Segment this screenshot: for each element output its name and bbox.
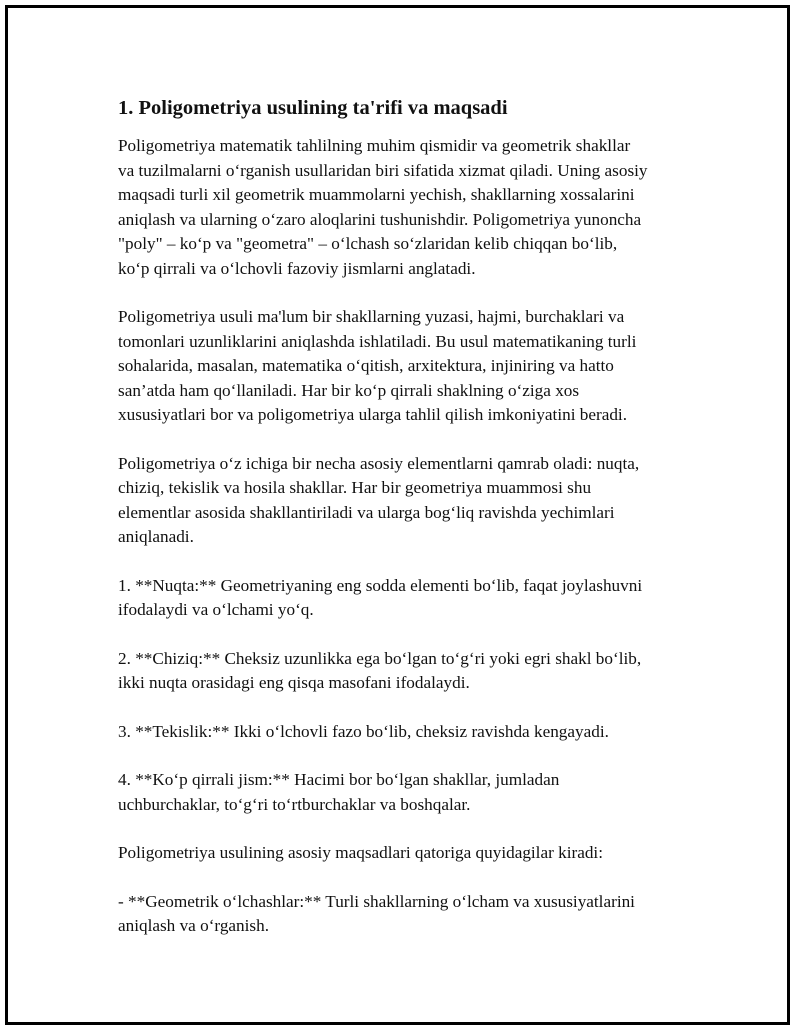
text-line: xususiyatlari bor va poligometriya ularga tahlil qilish imkoniyatini beradi. [118,405,628,424]
section-heading: 1. Poligometriya usulining ta'rifi va maqsadi [118,97,508,119]
list-item-line [118,647,698,696]
text-line: Poligometriya matematik tahlilning muhim qismidir va geometrik shakllar [118,136,631,155]
text-line: ifodalaydi va o‘lchami yo‘q. [118,600,314,619]
text-line: "poly" – ko‘p va "geometra" – o‘lchash so‘zlaridan kelib chiqqan bo‘lib, [118,234,618,253]
text-line: san’atda ham qo‘llaniladi. Har bir ko‘p qirrali shaklning o‘ziga xos [118,380,580,400]
list-item-polyhedron [118,768,698,817]
text-line: uchburchaklar, to‘g‘ri to‘rtburchaklar va boshqalar. [118,794,471,814]
text-line: va tuzilmalarni o‘rganish usullaridan biri sifatida xizmat qiladi. Uning asosiy [118,160,648,180]
text-line: Poligometriya o‘z ichiga bir necha asosiy elementlarni qamrab oladi: nuqta, [118,453,640,473]
text-line: 1. **Nuqta:** Geometriyaning eng sodda elementi bo‘lib, faqat joylashuvni [118,575,643,595]
text-line: Poligometriya usulining asosiy maqsadlari qatoriga quyidagilar kiradi: [118,843,603,862]
text-line: elementlar asosida shakllantiriladi va ularga bog‘liq ravishda yechimlari [118,502,615,522]
document-body [118,94,698,963]
text-line: Poligometriya usuli ma'lum bir shakllarning yuzasi, hajmi, burchaklari va [118,307,625,326]
list-item-point [118,574,698,623]
text-line: ikki nuqta orasidagi eng qisqa masofani ifodalaydi. [118,673,470,692]
text-line: sohalarida, masalan, matematika o‘qitish, arxitektura, injiniring va hatto [118,356,614,375]
list-item-measurements [118,890,698,939]
text-line: aniqlash va ularning o‘zaro aloqlarini tushunishdir. Poligometriya yunoncha [118,209,642,229]
text-line: 4. **Ko‘p qirrali jism:** Hacimi bor bo‘lgan shakllar, jumladan [118,770,560,789]
text-line: aniqlash va o‘rganish. [118,916,269,935]
paragraph-usage [118,305,698,428]
text-line: maqsadi turli xil geometrik muammolarni yechish, shakllarning xossalarini [118,185,635,204]
text-line: 2. **Chiziq:** Cheksiz uzunlikka ega bo‘lgan to‘g‘ri yoki egri shakl bo‘lib, [118,648,642,668]
paragraph-goals-intro [118,841,698,866]
text-line: aniqlanadi. [118,527,194,546]
text-line: tomonlari uzunliklarini aniqlashda ishlatiladi. Bu usul matematikaning turli [118,331,637,351]
text-line: chiziq, tekislik va hosila shakllar. Har bir geometriya muammosi shu [118,478,592,497]
text-line: 3. **Tekislik:** Ikki o‘lchovli fazo bo‘lib, cheksiz ravishda kengayadi. [118,721,609,741]
paragraph-elements [118,452,698,550]
text-line: - **Geometrik o‘lchashlar:** Turli shakllarning o‘lcham va xususiyatlarini [118,891,635,911]
text-line: ko‘p qirrali va o‘lchovli fazoviy jismlarni anglatadi. [118,258,476,278]
paragraph-definition [118,134,698,281]
list-item-plane [118,720,698,745]
